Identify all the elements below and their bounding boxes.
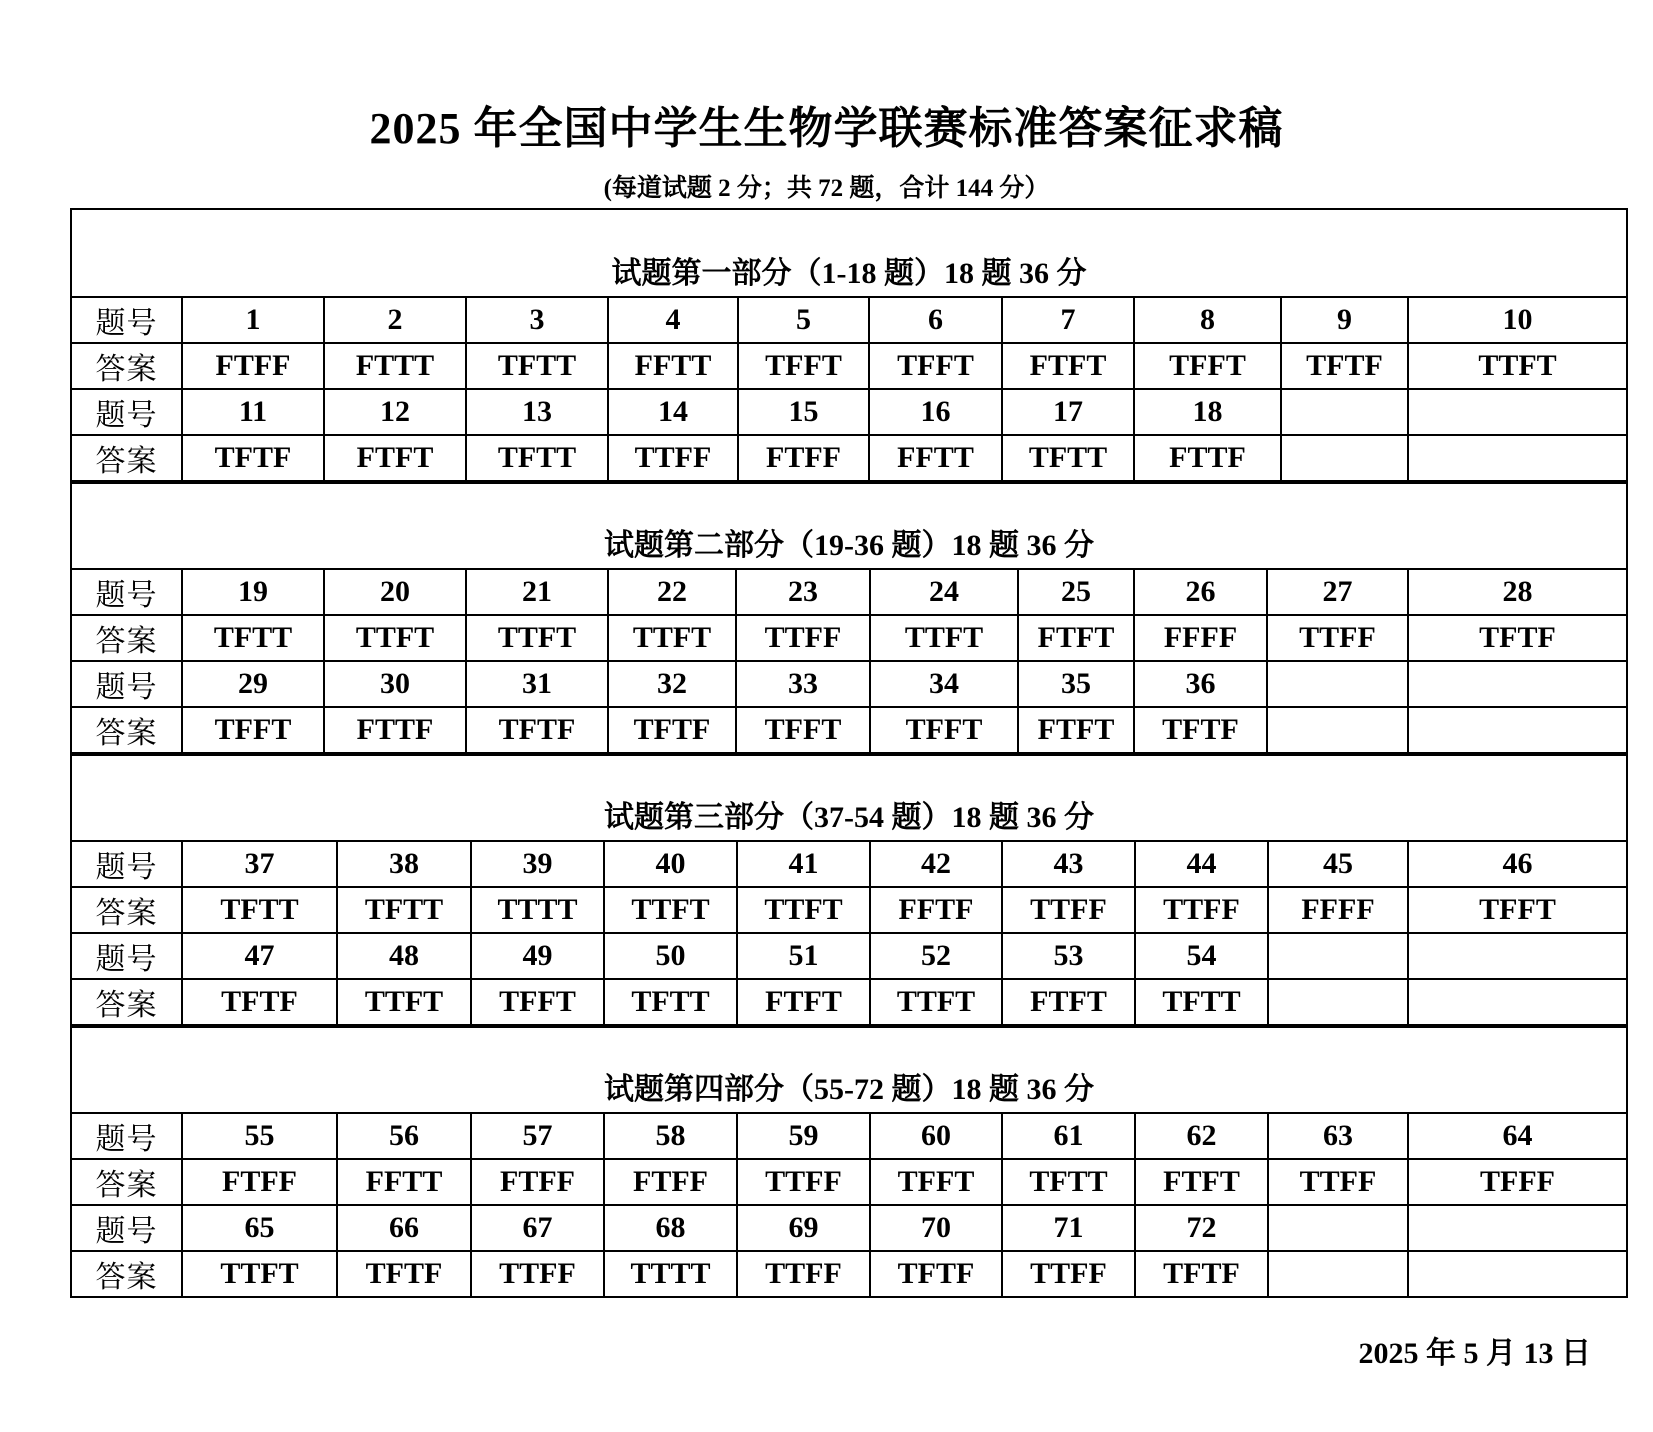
question-number-cell: 7 bbox=[1002, 298, 1134, 343]
question-number-cell: 38 bbox=[337, 842, 471, 887]
question-number-cell: 64 bbox=[1408, 1114, 1626, 1159]
question-number-cell: 37 bbox=[182, 842, 337, 887]
table-row bbox=[72, 979, 1626, 1025]
empty-cell bbox=[1268, 1205, 1408, 1251]
answer-cell: TFFT bbox=[870, 1159, 1002, 1205]
question-number-cell: 16 bbox=[869, 389, 1002, 435]
answer-table bbox=[72, 842, 1626, 1026]
answer-cell: TTFT bbox=[870, 979, 1002, 1025]
section-header bbox=[72, 210, 1626, 298]
question-number-cell: 10 bbox=[1408, 298, 1626, 343]
answer-cell: FTFT bbox=[1018, 707, 1134, 753]
table-row bbox=[72, 661, 1626, 707]
question-number-cell: 68 bbox=[604, 1205, 737, 1251]
answer-cell: TFFT bbox=[471, 979, 604, 1025]
section-header bbox=[72, 754, 1626, 842]
question-number-cell: 18 bbox=[1134, 389, 1281, 435]
answer-cell: FTFT bbox=[737, 979, 870, 1025]
question-number-cell: 23 bbox=[736, 570, 870, 615]
answer-cell: TTFF bbox=[1268, 1159, 1408, 1205]
answer-cell: TTTT bbox=[471, 887, 604, 933]
answer-cell: TFFT bbox=[870, 707, 1018, 753]
question-number-cell: 30 bbox=[324, 661, 466, 707]
answer-cell: FTFT bbox=[324, 435, 466, 481]
question-number-cell: 3 bbox=[466, 298, 608, 343]
question-number-cell: 48 bbox=[337, 933, 471, 979]
answer-cell: TTFF bbox=[737, 1251, 870, 1296]
section-title: 试题第一部分（1-18 题）18 题 36 分 bbox=[611, 257, 1087, 290]
table-row bbox=[72, 842, 1626, 887]
empty-cell bbox=[1408, 435, 1626, 481]
question-number-label: 题号 bbox=[72, 298, 182, 343]
answer-cell: TFTF bbox=[337, 1251, 471, 1296]
question-number-label: 题号 bbox=[72, 389, 182, 435]
empty-cell bbox=[1268, 979, 1408, 1025]
question-number-label: 题号 bbox=[72, 661, 182, 707]
answer-cell: TTFF bbox=[1267, 615, 1408, 661]
section-title: 试题第四部分（55-72 题）18 题 36 分 bbox=[604, 1073, 1094, 1106]
empty-cell bbox=[1267, 661, 1408, 707]
empty-cell bbox=[1408, 389, 1626, 435]
answer-cell: FTTF bbox=[1134, 435, 1281, 481]
question-number-cell: 56 bbox=[337, 1114, 471, 1159]
answer-cell: TFFT bbox=[182, 707, 324, 753]
question-number-cell: 50 bbox=[604, 933, 737, 979]
answer-cell: TFTT bbox=[182, 887, 337, 933]
document-subtitle: (每道试题 2 分；共 72 题，合计 144 分） bbox=[603, 175, 1050, 202]
section-1 bbox=[72, 210, 1626, 482]
answer-label: 答案 bbox=[72, 1159, 182, 1205]
answer-cell: TFTT bbox=[1002, 1159, 1135, 1205]
table-row bbox=[72, 435, 1626, 481]
question-number-cell: 71 bbox=[1002, 1205, 1135, 1251]
answer-cell: TFTT bbox=[604, 979, 737, 1025]
empty-cell bbox=[1281, 435, 1408, 481]
answer-cell: FTFF bbox=[182, 343, 324, 389]
question-number-cell: 33 bbox=[736, 661, 870, 707]
table-row bbox=[72, 1251, 1626, 1296]
question-number-cell: 5 bbox=[738, 298, 869, 343]
answer-cell: FFTT bbox=[337, 1159, 471, 1205]
answer-label: 答案 bbox=[72, 887, 182, 933]
question-number-cell: 54 bbox=[1135, 933, 1268, 979]
answer-cell: TTFT bbox=[604, 887, 737, 933]
question-number-cell: 39 bbox=[471, 842, 604, 887]
empty-cell bbox=[1408, 933, 1626, 979]
question-number-cell: 47 bbox=[182, 933, 337, 979]
answer-cell: TFFF bbox=[1408, 1159, 1626, 1205]
answer-cell: TFFT bbox=[869, 343, 1002, 389]
answer-label: 答案 bbox=[72, 979, 182, 1025]
question-number-cell: 45 bbox=[1268, 842, 1408, 887]
table-row bbox=[72, 887, 1626, 933]
question-number-cell: 69 bbox=[737, 1205, 870, 1251]
question-number-cell: 11 bbox=[182, 389, 324, 435]
answer-cell: TFTF bbox=[182, 979, 337, 1025]
question-number-label: 题号 bbox=[72, 1205, 182, 1251]
answer-cell: TTFT bbox=[324, 615, 466, 661]
answer-cell: TFFT bbox=[738, 343, 869, 389]
answer-cell: TFTF bbox=[1281, 343, 1408, 389]
answer-cell: FTFF bbox=[604, 1159, 737, 1205]
question-number-cell: 20 bbox=[324, 570, 466, 615]
answer-cell: TTFF bbox=[737, 1159, 870, 1205]
answer-cell: FTTT bbox=[324, 343, 466, 389]
answer-cell: TTTT bbox=[604, 1251, 737, 1296]
answer-cell: FFTF bbox=[870, 887, 1002, 933]
question-number-cell: 32 bbox=[608, 661, 736, 707]
section-header bbox=[72, 1026, 1626, 1114]
question-number-cell: 55 bbox=[182, 1114, 337, 1159]
question-number-cell: 61 bbox=[1002, 1114, 1135, 1159]
answer-cell: FFFF bbox=[1134, 615, 1267, 661]
empty-cell bbox=[1268, 1251, 1408, 1296]
answer-cell: FFFF bbox=[1268, 887, 1408, 933]
question-number-cell: 57 bbox=[471, 1114, 604, 1159]
answer-table bbox=[72, 570, 1626, 754]
answer-cell: TTFT bbox=[182, 1251, 337, 1296]
question-number-cell: 51 bbox=[737, 933, 870, 979]
section-4 bbox=[72, 1026, 1626, 1296]
question-number-cell: 14 bbox=[608, 389, 738, 435]
answer-cell: TTFF bbox=[736, 615, 870, 661]
empty-cell bbox=[1267, 707, 1408, 753]
section-2 bbox=[72, 482, 1626, 754]
table-row bbox=[72, 1159, 1626, 1205]
question-number-cell: 34 bbox=[870, 661, 1018, 707]
question-number-cell: 28 bbox=[1408, 570, 1626, 615]
document-date: 2025 年 5 月 13 日 bbox=[1358, 1337, 1591, 1370]
question-number-cell: 2 bbox=[324, 298, 466, 343]
answer-cell: TTFT bbox=[737, 887, 870, 933]
answer-cell: TTFT bbox=[1408, 343, 1626, 389]
table-row bbox=[72, 1114, 1626, 1159]
question-number-cell: 59 bbox=[737, 1114, 870, 1159]
question-number-cell: 31 bbox=[466, 661, 608, 707]
question-number-cell: 46 bbox=[1408, 842, 1626, 887]
question-number-cell: 4 bbox=[608, 298, 738, 343]
answer-cell: TTFT bbox=[870, 615, 1018, 661]
question-number-cell: 13 bbox=[466, 389, 608, 435]
table-row bbox=[72, 1205, 1626, 1251]
table-row bbox=[72, 343, 1626, 389]
section-title: 试题第二部分（19-36 题）18 题 36 分 bbox=[604, 529, 1094, 562]
empty-cell bbox=[1268, 933, 1408, 979]
question-number-label: 题号 bbox=[72, 570, 182, 615]
question-number-cell: 15 bbox=[738, 389, 869, 435]
question-number-cell: 24 bbox=[870, 570, 1018, 615]
question-number-cell: 8 bbox=[1134, 298, 1281, 343]
answer-cell: TTFT bbox=[608, 615, 736, 661]
answer-cell: FTTF bbox=[324, 707, 466, 753]
empty-cell bbox=[1408, 1205, 1626, 1251]
question-number-cell: 36 bbox=[1134, 661, 1267, 707]
answer-cell: TFTF bbox=[466, 707, 608, 753]
question-number-cell: 22 bbox=[608, 570, 736, 615]
question-number-cell: 70 bbox=[870, 1205, 1002, 1251]
question-number-cell: 63 bbox=[1268, 1114, 1408, 1159]
answer-cell: TFTF bbox=[870, 1251, 1002, 1296]
table-row bbox=[72, 389, 1626, 435]
answer-cell: TTFF bbox=[608, 435, 738, 481]
question-number-cell: 35 bbox=[1018, 661, 1134, 707]
answer-cell: TFTT bbox=[466, 435, 608, 481]
empty-cell bbox=[1408, 707, 1626, 753]
section-3 bbox=[72, 754, 1626, 1026]
question-number-label: 题号 bbox=[72, 842, 182, 887]
answer-sheet bbox=[70, 208, 1628, 1298]
answer-cell: TTFT bbox=[337, 979, 471, 1025]
table-row bbox=[72, 933, 1626, 979]
section-header bbox=[72, 482, 1626, 570]
answer-cell: TFTT bbox=[182, 615, 324, 661]
question-number-cell: 40 bbox=[604, 842, 737, 887]
question-number-cell: 72 bbox=[1135, 1205, 1268, 1251]
answer-cell: TTFF bbox=[471, 1251, 604, 1296]
answer-cell: TFFT bbox=[1408, 887, 1626, 933]
question-number-label: 题号 bbox=[72, 933, 182, 979]
answer-cell: TFTF bbox=[1134, 707, 1267, 753]
question-number-cell: 53 bbox=[1002, 933, 1135, 979]
answer-table bbox=[72, 298, 1626, 482]
table-row bbox=[72, 298, 1626, 343]
question-number-cell: 25 bbox=[1018, 570, 1134, 615]
answer-cell: TFTT bbox=[1002, 435, 1134, 481]
question-number-cell: 12 bbox=[324, 389, 466, 435]
question-number-cell: 65 bbox=[182, 1205, 337, 1251]
answer-cell: TTFF bbox=[1135, 887, 1268, 933]
answer-cell: TFFT bbox=[1134, 343, 1281, 389]
answer-cell: TFFT bbox=[736, 707, 870, 753]
answer-cell: TFTF bbox=[1135, 1251, 1268, 1296]
section-title: 试题第三部分（37-54 题）18 题 36 分 bbox=[604, 801, 1094, 834]
question-number-cell: 58 bbox=[604, 1114, 737, 1159]
empty-cell bbox=[1281, 389, 1408, 435]
answer-cell: FFTT bbox=[869, 435, 1002, 481]
table-row bbox=[72, 615, 1626, 661]
answer-label: 答案 bbox=[72, 615, 182, 661]
answer-cell: TFTT bbox=[466, 343, 608, 389]
question-number-cell: 42 bbox=[870, 842, 1002, 887]
question-number-cell: 44 bbox=[1135, 842, 1268, 887]
question-number-cell: 29 bbox=[182, 661, 324, 707]
empty-cell bbox=[1408, 661, 1626, 707]
answer-label: 答案 bbox=[72, 1251, 182, 1296]
question-number-cell: 19 bbox=[182, 570, 324, 615]
answer-label: 答案 bbox=[72, 707, 182, 753]
answer-cell: TTFF bbox=[1002, 887, 1135, 933]
question-number-label: 题号 bbox=[72, 1114, 182, 1159]
answer-cell: FTFT bbox=[1018, 615, 1134, 661]
empty-cell bbox=[1408, 1251, 1626, 1296]
answer-cell: TTFF bbox=[1002, 1251, 1135, 1296]
answer-cell: FTFT bbox=[1135, 1159, 1268, 1205]
document-title: 2025 年全国中学生生物学联赛标准答案征求稿 bbox=[369, 104, 1284, 153]
question-number-cell: 66 bbox=[337, 1205, 471, 1251]
answer-label: 答案 bbox=[72, 343, 182, 389]
answer-cell: TFTT bbox=[1135, 979, 1268, 1025]
table-row bbox=[72, 707, 1626, 753]
question-number-cell: 62 bbox=[1135, 1114, 1268, 1159]
answer-table bbox=[72, 1114, 1626, 1296]
answer-cell: FTFF bbox=[471, 1159, 604, 1205]
question-number-cell: 21 bbox=[466, 570, 608, 615]
question-number-cell: 60 bbox=[870, 1114, 1002, 1159]
question-number-cell: 1 bbox=[182, 298, 324, 343]
answer-cell: TTFT bbox=[466, 615, 608, 661]
question-number-cell: 17 bbox=[1002, 389, 1134, 435]
answer-cell: FTFT bbox=[1002, 979, 1135, 1025]
question-number-cell: 41 bbox=[737, 842, 870, 887]
table-row bbox=[72, 570, 1626, 615]
answer-cell: FFTT bbox=[608, 343, 738, 389]
question-number-cell: 49 bbox=[471, 933, 604, 979]
answer-cell: FTFF bbox=[738, 435, 869, 481]
question-number-cell: 43 bbox=[1002, 842, 1135, 887]
answer-cell: TFTF bbox=[1408, 615, 1626, 661]
question-number-cell: 67 bbox=[471, 1205, 604, 1251]
empty-cell bbox=[1408, 979, 1626, 1025]
question-number-cell: 27 bbox=[1267, 570, 1408, 615]
question-number-cell: 9 bbox=[1281, 298, 1408, 343]
answer-cell: TFTF bbox=[182, 435, 324, 481]
answer-cell: FTFT bbox=[1002, 343, 1134, 389]
question-number-cell: 26 bbox=[1134, 570, 1267, 615]
question-number-cell: 6 bbox=[869, 298, 1002, 343]
answer-cell: TFTT bbox=[337, 887, 471, 933]
answer-cell: TFTF bbox=[608, 707, 736, 753]
question-number-cell: 52 bbox=[870, 933, 1002, 979]
answer-label: 答案 bbox=[72, 435, 182, 481]
answer-cell: FTFF bbox=[182, 1159, 337, 1205]
